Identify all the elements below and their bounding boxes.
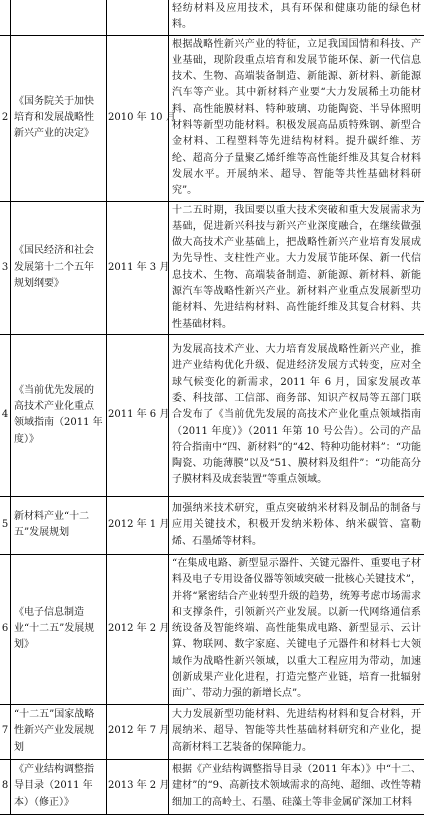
content-text: 为发展高技术产业、大力培育发展战略性新兴产业，推进产业结构优化升级、促进经济发展方式转变，应对全球气候变化的新需求，2011 年 6 月，国家发展改革委、科技部、工信部、商务部、知识产权局等五部门联合发布了《当前优先发展的高技术产业化重点领域指南（2011 年度）》（2011 年第 10 号公告）。公司的产品符合指南中“四、新材料”的“42、特种功能材料”：“功能陶瓷、功能薄膜”以及“51、膜材料及组件”：“功能高分子膜材料及成套装置”等重点领域。 (169, 334, 424, 496)
table-row (0, 334, 424, 496)
table-row (0, 0, 424, 35)
content-text: 十二五时期，我国要以重大技术突破和重大发展需求为基础，促进新兴科技与新兴产业深度融合，在继续做强做大高技术产业基础上，把战略性新兴产业培育发展成为先导性、支柱性产业。大力发展节能环保、新一代信息技术、生物、高端装备制造、新能源、新材料、新能源汽车等战略性新兴产业。新材料产业重点发展新型功能材料、先进结构材料、高性能纤维及其复合材料、共性基础材料。 (169, 201, 424, 334)
row-number: 7 (0, 704, 11, 759)
content-text: 大力发展新型功能材料、先进结构材料和复合材料，开展纳米、超导、智能等共性基础材料研究和产业化，提高新材料工艺装备的保障能力。 (169, 704, 424, 759)
document-name: 《电子信息制造业“十二五”发展规划》 (11, 554, 107, 704)
table-row (0, 201, 424, 334)
document-name: 《国民经济和社会发展第十二个五年规划纲要》 (11, 201, 107, 334)
document-name: 新材料产业“十二五”发展规划 (11, 496, 107, 554)
table-row (0, 704, 424, 759)
document-name (11, 0, 107, 35)
table-row (0, 554, 424, 704)
document-name: 《产业结构调整指导目录（2011 年本）（修正）》 (11, 759, 107, 814)
issue-date: 2011 年 3 月 (107, 201, 169, 334)
issue-date: 2010 年 10 月 (107, 35, 169, 201)
row-number: 8 (0, 759, 11, 814)
issue-date: 2012 年 2 月 (107, 554, 169, 704)
issue-date: 2011 年 6 月 (107, 334, 169, 496)
document-name: 《国务院关于加快培育和发展战略性新兴产业的决定》 (11, 35, 107, 201)
row-number: 3 (0, 201, 11, 334)
row-number (0, 0, 11, 35)
issue-date (107, 0, 169, 35)
issue-date: 2013 年 2 月 (107, 759, 169, 814)
table-row (0, 496, 424, 554)
row-number: 6 (0, 554, 11, 704)
issue-date: 2012 年 1 月 (107, 496, 169, 554)
row-number: 2 (0, 35, 11, 201)
row-number: 5 (0, 496, 11, 554)
row-number: 4 (0, 334, 11, 496)
content-text: 根据《产业结构调整指导目录（2011 年本）》中“十二、建材”的“9、高新技术领域需求的高纯、超细、改性等精细加工的高岭土、石墨、硅藻土等非金属矿深加工材料 (169, 759, 424, 814)
content-text: “在集成电路、新型显示器件、关键元器件、重要电子材料及电子专用设备仪器等领域突破一批核心关键技术”，并将“紧密结合产业转型升级的趋势，统筹考虑市场需求和支撑条件，引领新兴产业发展。以新一代网络通信系统设备及智能终端、高性能集成电路、新型显示、云计算、物联网、数字家庭、关键电子元器件和材料七大领域作为战略性新兴领域，以重大工程应用为带动，加速创新成果产业化进程，打造完整产业链，培育一批辐射面广、带动力强的新增长点”。 (169, 554, 424, 704)
document-name: 《当前优先发展的高技术产业化重点领域指南（2011 年度）》 (11, 334, 107, 496)
content-text: 根据战略性新兴产业的特征，立足我国国情和科技、产业基础，现阶段重点培育和发展节能环保、新一代信息技术、生物、高端装备制造、新能源、新材料、新能源汽车等产业。其中新材料产业要“大力发展稀土功能材料、高性能膜材料、特种玻璃、功能陶瓷、半导体照明材料等新型功能材料。积极发展高品质特殊钢、新型合金材料、工程塑料等先进结构材料。提升碳纤维、芳纶、超高分子量聚乙烯纤维等高性能纤维及其复合材料发展水平。开展纳米、超导、智能等共性基础材料研究”。 (169, 35, 424, 201)
content-text: 加强纳米技术研究，重点突破纳米材料及制品的制备与应用关键技术，积极开发纳米粉体、纳米碳管、富勒烯、石墨烯等材料。 (169, 496, 424, 554)
table-row (0, 35, 424, 201)
content-text: 轻纺材料及应用技术，具有环保和健康功能的绿色材料。 (169, 0, 424, 35)
table-row (0, 759, 424, 814)
document-name: “十二五”国家战略性新兴产业发展规划 (11, 704, 107, 759)
issue-date: 2012 年 7 月 (107, 704, 169, 759)
